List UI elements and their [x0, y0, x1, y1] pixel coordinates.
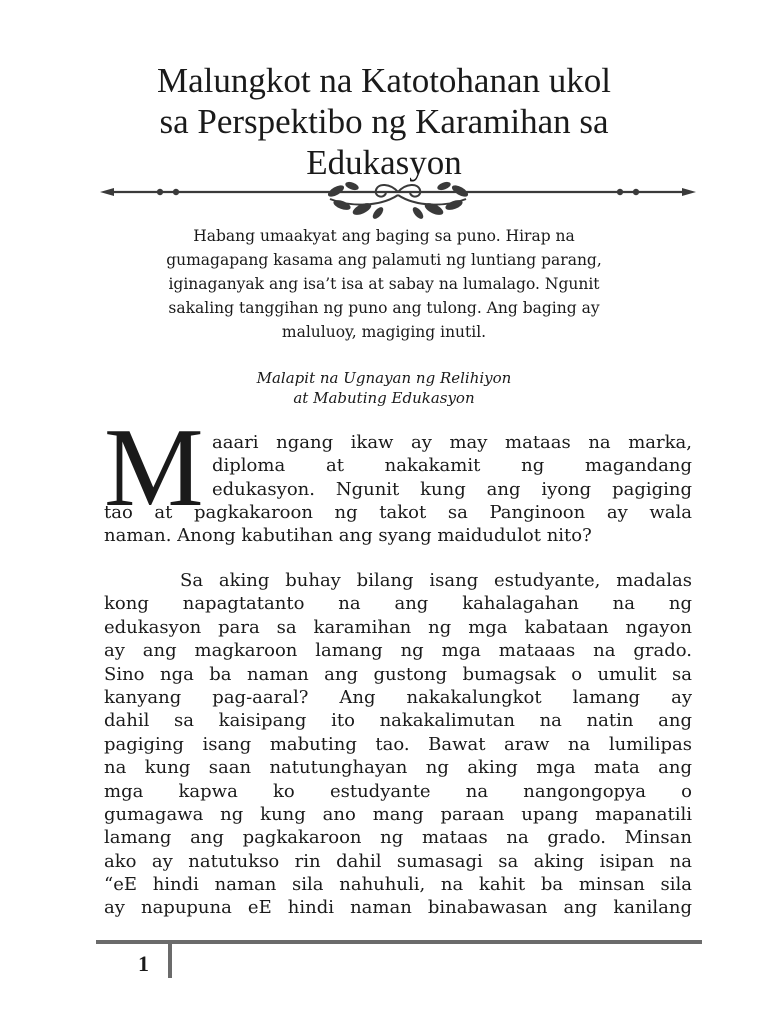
paragraph-1-continuation — [104, 501, 692, 548]
title-line: Edukasyon — [306, 143, 462, 182]
paragraph-line: kanyang pag-aaral? Ang nakakalungkot lamang ay — [104, 686, 692, 708]
section-subheading — [160, 368, 608, 408]
paragraph-line: ay ang magkaroon lamang ng mga mataaas na grado. — [104, 640, 692, 662]
epigraph — [110, 224, 658, 344]
paragraph-line: edukasyon. Ngunit kung ang iyong pagiging — [212, 478, 692, 500]
epigraph-line: gumagapang kasama ang palamuti ng luntiang parang, — [166, 251, 602, 269]
paragraph-line: ay napupuna eE hindi naman binabawasan ang kanilang — [104, 897, 692, 919]
subheading-line: Malapit na Ugnayan ng Relihiyon — [256, 369, 512, 387]
paragraph-line: na kung saan natutunghayan ng aking mga mata ang — [104, 757, 692, 779]
page-title — [60, 60, 708, 183]
paragraph-line: diploma at nakakamit ng magandang — [212, 455, 692, 477]
epigraph-line: Habang umaakyat ang baging sa puno. Hirap na — [193, 227, 575, 245]
paragraph-line: ako ay natutukso rin dahil sumasagi sa aking isipan na — [104, 850, 692, 872]
page-number: 1 — [138, 951, 149, 976]
footer-divider — [168, 940, 172, 978]
paragraph-line: aaari ngang ikaw ay may mataas na marka, — [212, 432, 692, 453]
paragraph-line: kong napagtatanto na ang kahalagahan na ng — [104, 593, 692, 615]
title-line: Malungkot na Katotohanan ukol — [157, 61, 611, 100]
paragraph-line: pagiging isang mabuting tao. Bawat araw na lumilipas — [104, 733, 692, 755]
paragraph-line: Sino nga ba naman ang gustong bumagsak o umulit sa — [104, 663, 692, 685]
paragraph-line: tao at pagkakaroon ng takot sa Panginoon ay wala — [104, 502, 692, 523]
epigraph-line: sakaling tanggihan ng puno ang tulong. Ang baging ay — [168, 299, 600, 317]
paragraph-2 — [104, 569, 692, 920]
paragraph-line: “eE hindi naman sila nahuhuli, na kahit ba minsan sila — [104, 874, 692, 896]
paragraph-line: gumagawa ng kung ano mang paraan upang mapanatili — [104, 803, 692, 825]
epigraph-line: maluluoy, magiging inutil. — [281, 323, 487, 341]
paragraph-line: Sa aking buhay bilang isang estudyante, madalas — [180, 570, 692, 591]
drop-cap: M — [104, 406, 204, 530]
floral-divider-icon — [100, 177, 696, 227]
epigraph-line: iginaganyak ang isa’t isa at sabay na lumalago. Ngunit — [168, 275, 600, 293]
paragraph-line: naman. Anong kabutihan ang syang maidudulot nito? — [104, 525, 592, 547]
subheading-line: at Mabuting Edukasyon — [293, 389, 475, 407]
paragraph-line: dahil sa kaisipang ito nakakalimutan na natin ang — [104, 710, 692, 732]
footer-rule — [96, 940, 702, 944]
paragraph-line: lamang ang pagkakaroon ng mataas na grado. Minsan — [104, 827, 692, 849]
paragraph-1-opening — [212, 431, 692, 501]
paragraph-line: edukasyon para sa karamihan ng mga kabataan ngayon — [104, 616, 692, 638]
paragraph-line: mga kapwa ko estudyante na nangongopya o — [104, 780, 692, 802]
title-line: sa Perspektibo ng Karamihan sa — [159, 102, 609, 141]
